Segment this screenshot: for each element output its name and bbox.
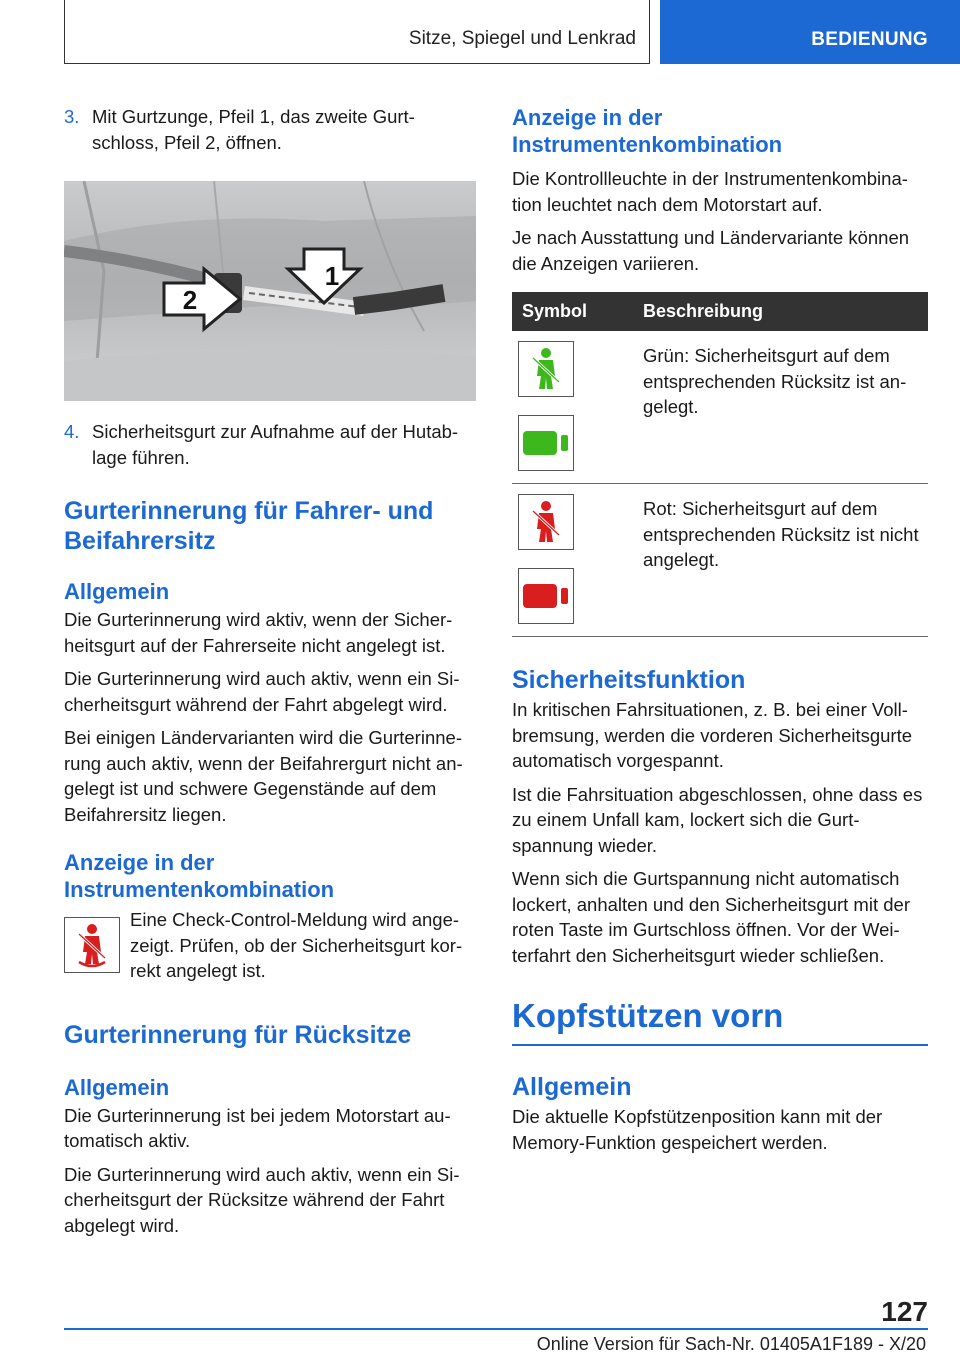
heading-front-seat-reminder: Gurterinnerung für Fahrer- und Beifahrersitz	[64, 497, 434, 555]
step-number: 4.	[64, 421, 80, 442]
paragraph: Die Gurterinnerung wird auch aktiv, wenn ein Si-cherheitsgurt der Rücksitze während der Fahrt abgelegt wird.	[64, 1163, 460, 1236]
chapter-tab[interactable]	[660, 0, 960, 64]
rear-seat-green-indicator-icon	[518, 415, 574, 471]
paragraph: In kritischen Fahrsituationen, z. B. bei einer Voll-bremsung, werden die vorderen Sicherheitsgurte automatisch vorgespannt.	[512, 699, 913, 771]
description-red: Rot: Sicherheitsgurt auf dem entsprechenden Rücksitz ist nicht angelegt.	[643, 498, 919, 570]
table-row	[512, 484, 928, 637]
heading-general: Allgemein	[64, 579, 170, 604]
check-control-row	[64, 907, 476, 984]
seat-belt-buckle-photo	[64, 181, 476, 401]
section-title: Sitze, Spiegel und Lenkrad	[408, 28, 636, 49]
footer-online-version: Online Version für Sach-Nr. 01405A1F189 - X/20	[536, 1334, 926, 1354]
step-4	[64, 419, 476, 470]
right-column	[512, 104, 928, 1163]
arrow-label-2: 2	[182, 285, 198, 315]
heading-general: Allgemein	[64, 1074, 170, 1100]
seatbelt-green-icon	[518, 341, 574, 397]
paragraph: Bei einigen Ländervarianten wird die Gurterinne-rung auch aktiv, wenn der Beifahrergurt nicht an-gelegt ist und schwere Gegenstände auf dem Beifahrersitz liegen.	[64, 727, 463, 825]
paragraph: Die Kontrollleuchte in der Instrumentenkombina-tion leuchtet nach dem Motorstart auf.	[512, 168, 908, 215]
page-number: 127	[881, 1296, 928, 1327]
seatbelt-warning-icon	[64, 917, 120, 973]
heading-safety-function: Sicherheitsfunktion	[512, 666, 746, 694]
column-header-description: Beschreibung	[643, 301, 764, 321]
heading-general: Allgemein	[512, 1073, 632, 1101]
step-text: Sicherheitsgurt zur Aufnahme auf der Hutab-lage führen.	[92, 421, 459, 468]
step-number: 3.	[64, 106, 80, 127]
arrow-label-1: 1	[324, 261, 340, 291]
footer-rule	[64, 1328, 928, 1330]
heading-rule	[512, 1044, 928, 1046]
paragraph: Ist die Fahrsituation abgeschlossen, ohne dass es zu einem Unfall kam, lockert sich die Gurt-spannung wieder.	[512, 783, 923, 856]
paragraph: Je nach Ausstattung und Ländervariante können die Anzeigen variieren.	[512, 227, 910, 274]
table-header	[512, 292, 928, 331]
check-control-text: Eine Check-Control-Meldung wird ange-zeigt. Prüfen, ob der Sicherheitsgurt kor-rekt angelegt ist.	[130, 909, 463, 981]
paragraph: Wenn sich die Gurtspannung nicht automatisch lockert, anhalten und den Sicherheitsgurt mit der roten Taste im Gurtschloss öffnen. Vor der Wei-terfahrt den Sicherheitsgurt wieder schließen.	[512, 868, 910, 966]
step-3	[64, 104, 476, 155]
left-column	[64, 104, 476, 1246]
symbol-table	[512, 292, 928, 637]
heading-display: Anzeige in der Instrumentenkombination	[64, 850, 335, 902]
paragraph: Die Gurterinnerung wird auch aktiv, wenn ein Si-cherheitsgurt während der Fahrt abgelegt wird.	[64, 668, 460, 715]
heading-display: Anzeige in der Instrumentenkombination	[512, 105, 783, 157]
seatbelt-red-icon	[518, 494, 574, 550]
heading-rear-seat-reminder: Gurterinnerung für Rücksitze	[64, 1020, 412, 1049]
paragraph: Die aktuelle Kopfstützenposition kann mit der Memory-Funktion gespeichert werden.	[512, 1106, 883, 1153]
chapter-tab-label: BEDIENUNG	[811, 29, 928, 50]
description-green: Grün: Sicherheitsgurt auf dem entsprechenden Rücksitz ist an-gelegt.	[643, 345, 907, 417]
step-text: Mit Gurtzunge, Pfeil 1, das zweite Gurt-schloss, Pfeil 2, öffnen.	[92, 106, 415, 153]
heading-front-headrests: Kopfstützen vorn	[512, 997, 784, 1034]
rear-seat-red-indicator-icon	[518, 568, 574, 624]
paragraph: Die Gurterinnerung wird aktiv, wenn der Sicher-heitsgurt auf der Fahrerseite nicht angelegt ist.	[64, 609, 453, 656]
column-header-symbol: Symbol	[522, 301, 588, 321]
table-row	[512, 331, 928, 484]
paragraph: Die Gurterinnerung ist bei jedem Motorstart au-tomatisch aktiv.	[64, 1104, 451, 1151]
